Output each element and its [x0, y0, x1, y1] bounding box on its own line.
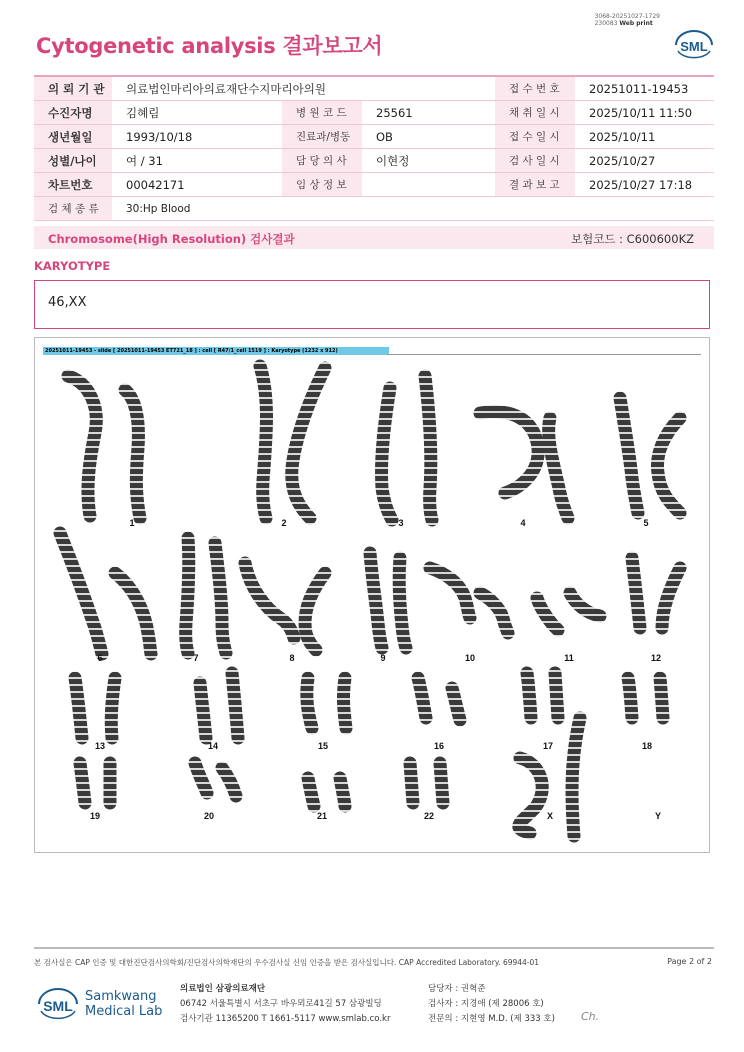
chromosome-label: 12: [650, 653, 662, 663]
chromosome: [418, 678, 426, 718]
field-value: 30:Hp Blood: [112, 197, 714, 221]
chromosome: [410, 763, 413, 803]
chromosome: [537, 598, 558, 630]
chromosome: [570, 593, 600, 616]
karyotype-result: 46,XX: [48, 295, 87, 310]
field-label: 접 수 번 호: [495, 76, 575, 101]
page-number: Page 2 of 2: [667, 957, 712, 966]
chromosome: [440, 763, 443, 803]
chromosome: [80, 763, 85, 803]
chromosome: [200, 683, 206, 738]
chromosome: [68, 376, 96, 516]
chromosome: [260, 366, 267, 518]
chromosome: [75, 678, 82, 738]
chromosome-label: 9: [380, 653, 386, 663]
field-label: 접 수 일 시: [495, 125, 575, 149]
chromosome-label: Y: [654, 811, 662, 821]
chromosome: [245, 563, 294, 638]
chromosome: [195, 763, 207, 793]
chromosome-label: 5: [643, 518, 649, 528]
field-label: 수진자명: [34, 101, 112, 125]
svg-text:SML: SML: [680, 39, 708, 54]
field-value: 2025/10/11: [575, 125, 714, 149]
info-row: [34, 197, 714, 221]
chromosome-label: 15: [317, 741, 329, 751]
chromosome: [452, 688, 460, 720]
svg-text:SML: SML: [43, 998, 73, 1014]
chromosome-label: 14: [207, 741, 219, 751]
field-value: [362, 173, 495, 197]
field-label: 채 취 일 시: [495, 101, 575, 125]
footer-divider: [34, 947, 714, 949]
info-row: [34, 125, 714, 149]
chromosome-label: 1: [129, 518, 135, 528]
field-value: 이현정: [362, 149, 495, 173]
staff-examiner: 검사자 : 지경애 (제 28006 호): [428, 999, 544, 1009]
field-value: 2025/10/11 11:50: [575, 101, 714, 125]
chromosome-label: 22: [423, 811, 435, 821]
chromosome-label: 19: [89, 811, 101, 821]
chromosome-label: 6: [97, 653, 103, 663]
field-label: 진료과/병동: [282, 125, 362, 149]
chromosome-label: 21: [316, 811, 328, 821]
chromosome: [527, 673, 531, 718]
chromosome: [662, 568, 680, 628]
karyotype-label: KARYOTYPE: [34, 259, 111, 273]
karyotype-result-box: [34, 280, 710, 329]
sml-logo-icon: [672, 27, 716, 63]
field-label: 임 상 정 보: [282, 173, 362, 197]
field-label: 의 뢰 기 관: [34, 76, 112, 101]
chromosome: [382, 388, 392, 520]
field-value: 의료법인마리아의료재단수지마리아의원: [112, 76, 495, 101]
document-code: 3068-20251027-1729 230083 Web print: [594, 13, 660, 27]
chromosome-label: 20: [203, 811, 215, 821]
chromosome: [430, 568, 470, 618]
field-label: 검 체 종 류: [34, 197, 112, 221]
karyogram-header: 20251011-19453 - slide [ 20251011-19453 ET721_18 ] : cell [ R47/1_cell 1519 ] : Karyotype (1232 x 912): [43, 347, 389, 355]
field-label: 담 당 의 사: [282, 149, 362, 173]
chromosome: [308, 778, 314, 806]
chromosome: [628, 678, 632, 718]
section-title: Chromosome(High Resolution) 검사결과: [48, 232, 295, 246]
chromosome: [632, 558, 640, 628]
field-value: 2025/10/27 17:18: [575, 173, 714, 197]
chromosome: [292, 368, 325, 518]
field-value: 25561: [362, 101, 495, 125]
field-value: OB: [362, 125, 495, 149]
info-row: [34, 101, 714, 125]
chromosome: [555, 673, 558, 718]
field-value: 1993/10/18: [112, 125, 282, 149]
chromosome-label: 8: [289, 653, 295, 663]
field-value: 김혜림: [112, 101, 282, 125]
chromosome-label: 2: [281, 518, 287, 528]
contact-info: 검사기관 11365200 T 1661-5117 www.smlab.co.kr: [180, 1014, 391, 1024]
chromosome: [370, 553, 382, 648]
brand-name-line1: Samkwang: [85, 989, 157, 1004]
chromosome: [519, 758, 542, 833]
header-divider: [387, 354, 701, 355]
patient-info-table: [34, 75, 714, 221]
chromosome: [60, 533, 102, 654]
chromosome: [307, 678, 312, 728]
insurance-code: 보험코드 : C600600KZ: [571, 232, 694, 246]
chromosome-label: X: [546, 811, 554, 821]
chromosome: [340, 778, 345, 806]
field-label: 생년월일: [34, 125, 112, 149]
chromosome: [660, 678, 663, 718]
foundation-name: 의료법인 삼광의료재단: [180, 984, 266, 994]
chromosome: [343, 678, 346, 728]
field-label: 검 사 일 시: [495, 149, 575, 173]
staff-manager: 담당자 : 권혁준: [428, 984, 486, 994]
chromosome: [480, 412, 538, 493]
chromosome-label: 16: [433, 741, 445, 751]
chromosome: [186, 538, 189, 653]
field-label: 성별/나이: [34, 149, 112, 173]
chromosome-label: 4: [520, 518, 526, 528]
chromosome: [480, 593, 508, 633]
staff-specialist: 전문의 : 지현영 M.D. (제 333 호): [428, 1014, 555, 1024]
chromosome: [620, 398, 638, 513]
chromosome: [215, 543, 226, 653]
karyogram-image: [40, 358, 704, 846]
accreditation-note: 본 검사실은 CAP 인증 및 대한진단검사의학회/진단검사의학재단의 우수검사실 신임 인증을 받은 검사실입니다. CAP Accredited Laboratory. 69944-01: [34, 958, 540, 967]
chromosome-label: 11: [564, 653, 574, 663]
chromosome: [399, 558, 406, 648]
chromosome-label: 17: [542, 741, 554, 751]
address: 06742 서울특별시 서초구 바우뫼로41길 57 삼광빌딩: [180, 999, 382, 1009]
chromosome: [125, 390, 140, 518]
chromosome: [222, 768, 236, 796]
sml-logo-icon: [36, 982, 80, 1026]
chromosome: [111, 678, 115, 738]
chromosome: [232, 673, 238, 738]
chromosome-label: 7: [193, 653, 199, 663]
info-row: [34, 173, 714, 197]
signature: Ch.: [581, 1010, 600, 1023]
chromosome: [657, 418, 680, 513]
chromosome-label: 3: [398, 518, 404, 528]
field-value: 여 / 31: [112, 149, 282, 173]
chromosome: [305, 573, 325, 650]
info-row: [34, 76, 714, 101]
chromosome: [549, 418, 568, 518]
chromosome: [425, 376, 432, 520]
chromosome: [572, 718, 580, 836]
field-label: 병 원 코 드: [282, 101, 362, 125]
field-value: 20251011-19453: [575, 76, 714, 101]
chromosome-label: 13: [94, 741, 106, 751]
info-row: [34, 149, 714, 173]
field-label: 결 과 보 고: [495, 173, 575, 197]
chromosome: [115, 573, 151, 654]
field-value: 00042171: [112, 173, 282, 197]
field-label: 차트번호: [34, 173, 112, 197]
chromosome-label: 10: [464, 653, 476, 663]
page-title: Cytogenetic analysis 결과보고서: [36, 34, 383, 58]
brand-name-line2: Medical Lab: [85, 1004, 163, 1019]
chromosome-label: 18: [641, 741, 653, 751]
field-value: 2025/10/27: [575, 149, 714, 173]
